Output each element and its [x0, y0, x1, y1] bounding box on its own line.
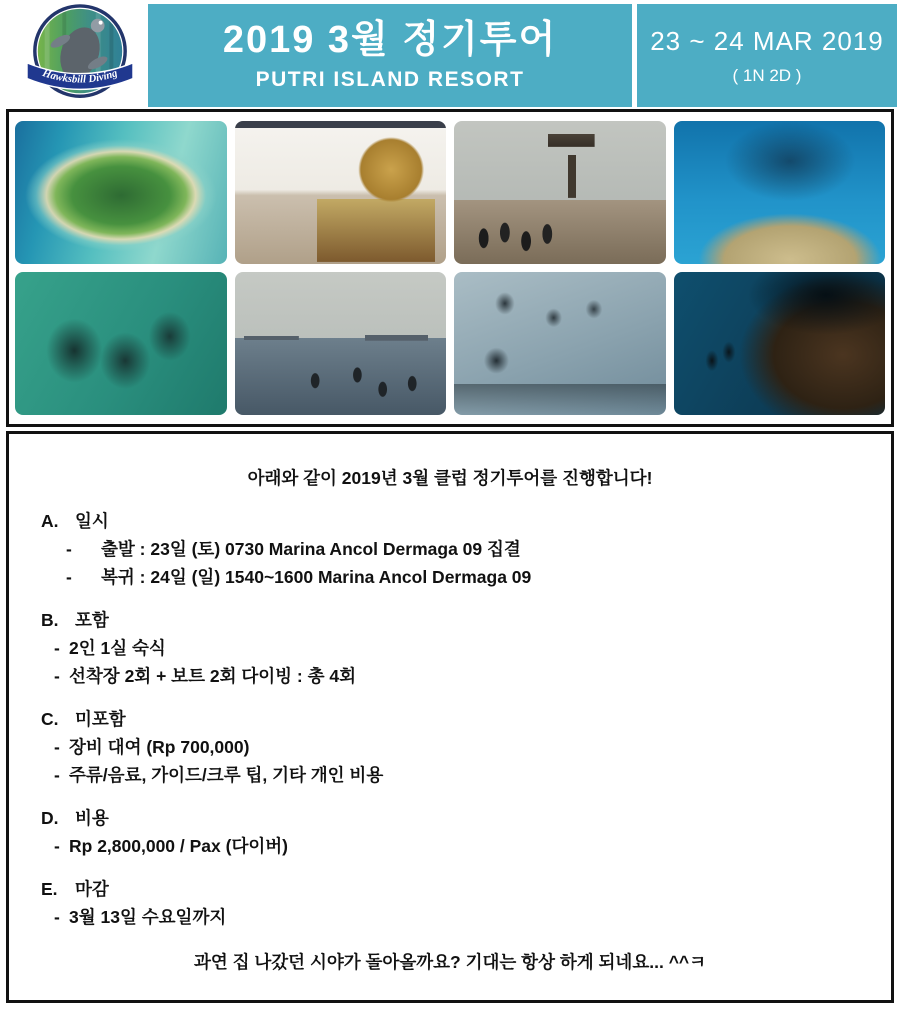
item-text: 3월 13일 수요일까지 — [69, 907, 227, 927]
logo-banner-text: Hawksbill Diving — [40, 67, 120, 86]
section-letter: A. — [41, 511, 59, 531]
item-dash: - — [54, 638, 60, 658]
item-dash: - — [54, 666, 60, 686]
item-text: 출발 : 23일 (토) 0730 Marina Ancol Dermaga 09 집결 — [101, 539, 521, 559]
section-letter: C. — [41, 709, 59, 729]
section-cost — [9, 804, 891, 860]
item-text: 주류/음료, 가이드/크루 팁, 기타 개인 비용 — [69, 765, 384, 785]
photo-grid — [15, 121, 885, 415]
section-schedule — [9, 507, 891, 591]
section-label: 마감 — [75, 879, 109, 899]
list-item — [9, 535, 891, 563]
item-dash: - — [66, 567, 72, 587]
closing-remark: 과연 집 나갔던 시야가 돌아올까요? 기대는 항상 하게 되네요... ^^ㅋ — [193, 952, 707, 972]
section-letter: B. — [41, 610, 59, 630]
item-text: Rp 2,800,000 / Pax (다이버) — [69, 836, 288, 856]
item-text: 선착장 2회 + 보트 2회 다이빙 : 총 4회 — [69, 666, 357, 686]
section-not-included — [9, 705, 891, 789]
list-item — [9, 761, 891, 789]
item-text: 2인 1실 숙식 — [69, 638, 166, 658]
hawksbill-diving-logo-icon — [16, 2, 144, 110]
logo-svg — [16, 2, 144, 110]
section-heading — [9, 705, 891, 733]
jetty-divers-photo — [454, 121, 666, 264]
page-subtitle: PUTRI ISLAND RESORT — [255, 67, 525, 91]
list-item — [9, 733, 891, 761]
descending-divers-photo — [454, 272, 666, 415]
intro-text: 아래와 같이 2019년 3월 클럽 정기투어를 진행합니다! — [247, 468, 653, 488]
section-label: 일시 — [75, 511, 109, 531]
section-included — [9, 606, 891, 690]
section-letter: D. — [41, 808, 59, 828]
section-heading — [9, 875, 891, 903]
item-dash: - — [54, 737, 60, 757]
section-heading — [9, 606, 891, 634]
coral-reef-group-photo — [674, 121, 886, 264]
tour-date-range: 23 ~ 24 MAR 2019 — [650, 25, 884, 56]
shipwreck-dive-photo — [674, 272, 886, 415]
item-dash: - — [66, 539, 72, 559]
list-item — [9, 662, 891, 690]
section-label: 포함 — [75, 610, 109, 630]
section-deadline — [9, 875, 891, 931]
resort-room-photo — [235, 121, 447, 264]
header-date-box — [637, 4, 897, 107]
photo-collage-box — [6, 109, 894, 427]
section-label: 미포함 — [75, 709, 126, 729]
list-item — [9, 634, 891, 662]
section-heading — [9, 507, 891, 535]
surface-divers-photo — [235, 272, 447, 415]
list-item — [9, 563, 891, 591]
section-heading — [9, 804, 891, 832]
list-item — [9, 832, 891, 860]
item-dash: - — [54, 765, 60, 785]
page-title: 2019 3월 정기투어 — [222, 18, 558, 61]
item-text: 복귀 : 24일 (일) 1540~1600 Marina Ancol Dermaga 09 — [101, 567, 532, 587]
header-title-box — [148, 4, 632, 107]
section-letter: E. — [41, 879, 58, 899]
list-item — [9, 903, 891, 931]
tour-details-box — [6, 431, 894, 1003]
item-dash: - — [54, 836, 60, 856]
item-dash: - — [54, 907, 60, 927]
underwater-group-selfie-photo — [15, 272, 227, 415]
tour-duration: ( 1N 2D ) — [732, 65, 802, 85]
island-aerial-photo — [15, 121, 227, 264]
item-text: 장비 대여 (Rp 700,000) — [69, 737, 250, 757]
section-label: 비용 — [75, 808, 109, 828]
